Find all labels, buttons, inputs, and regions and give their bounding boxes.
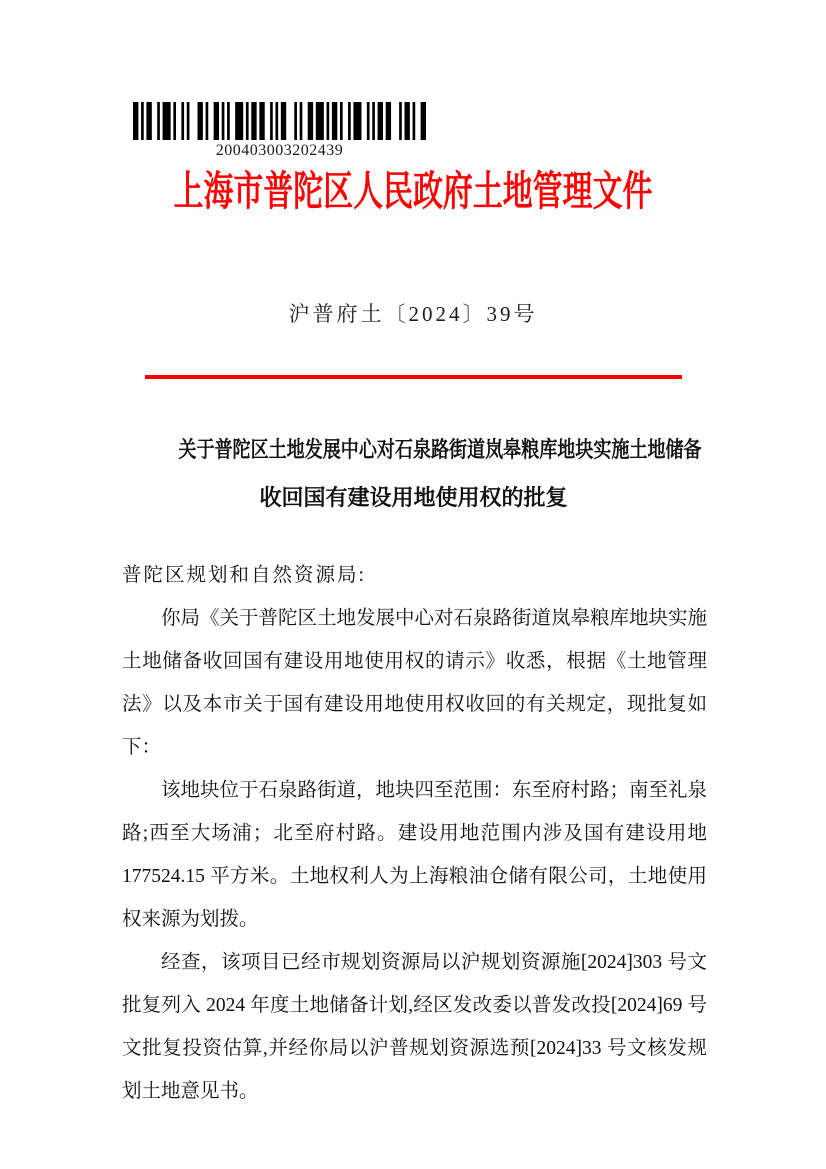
body-paragraph: 经查，该项目已经市规划资源局以沪规划资源施[2024]303 号文批复列入 2024 年度土地储备计划,经区发改委以普发改投[2024]69 号文批复投资估算,并经你局以沪普规划资源选预[2024]33 号文核发规划土地意见书。	[122, 952, 707, 1102]
subject-title-line2: 收回国有建设用地使用权的批复	[259, 485, 568, 510]
body-paragraph: 该地块位于石泉路街道，地块四至范围：东至府村路；南至礼泉路;西至大场浦；北至府村路。建设用地范围内涉及国有建设用地177524.15 平方米。土地权利人为上海粮油仓储有限公司，土地使用权来源为划拨。	[122, 780, 708, 930]
barcode	[133, 102, 426, 160]
salutation: 普陀区规划和自然资源局:	[122, 565, 366, 586]
red-divider-line	[145, 375, 682, 379]
masthead-title: 上海市普陀区人民政府土地管理文件	[173, 168, 653, 214]
subject-title	[121, 426, 706, 522]
masthead	[0, 164, 826, 228]
doc-number: 沪普府土〔2024〕39号	[288, 302, 538, 326]
barcode-number: 200403003202439	[215, 142, 344, 159]
document-body	[122, 554, 707, 1113]
barcode-bars	[133, 102, 426, 140]
body-paragraph: 你局《关于普陀区土地发展中心对石泉路街道岚皋粮库地块实施土地储备收回国有建设用地使用权的请示》收悉，根据《土地管理法》以及本市关于国有建设用地使用权收回的有关规定，现批复如下：	[122, 608, 708, 758]
subject-title-line1: 关于普陀区土地发展中心对石泉路街道岚皋粮库地块实施土地储备	[178, 437, 702, 462]
